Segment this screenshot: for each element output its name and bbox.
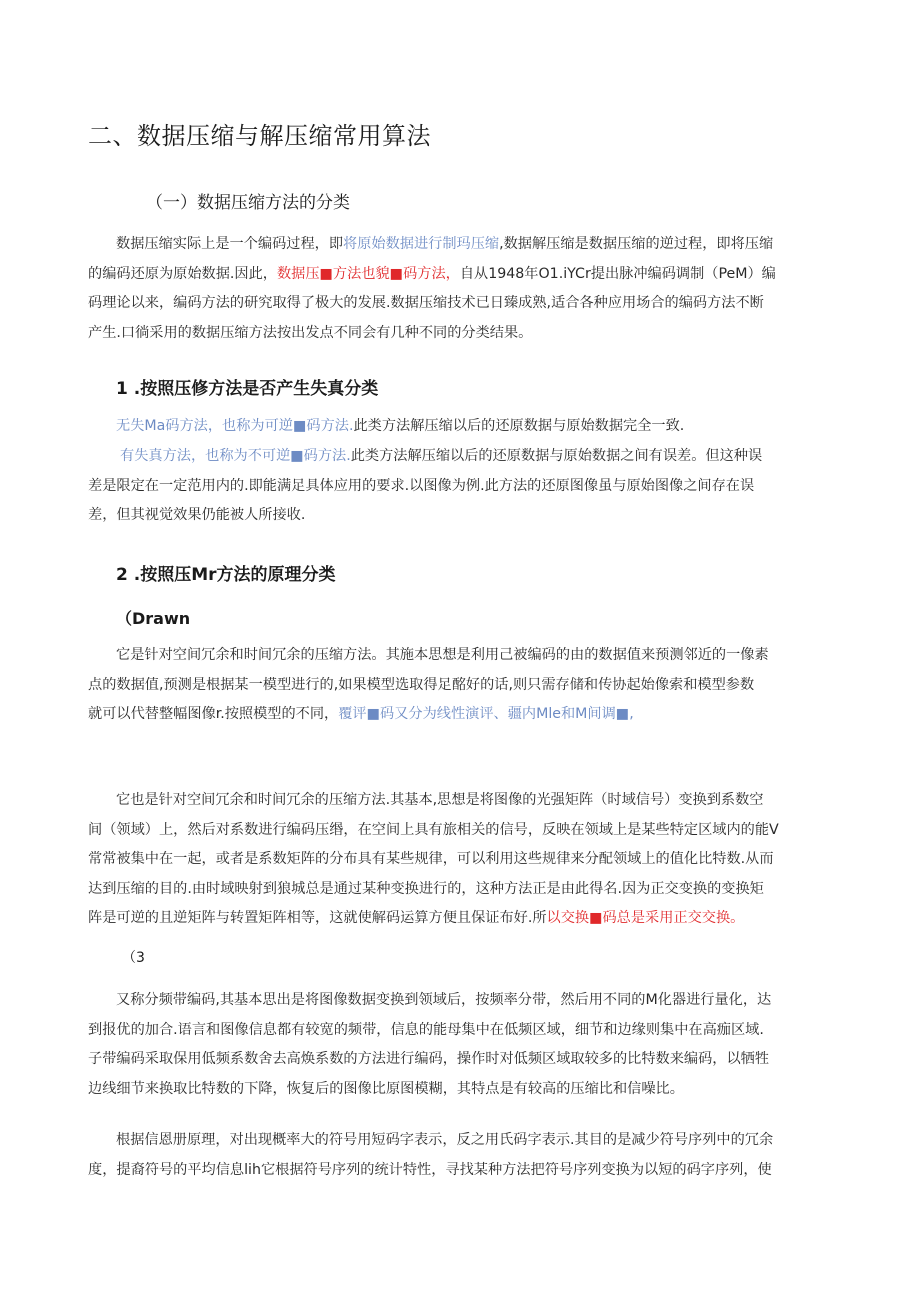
para-line: 度，提裔符号的平均信息lih它根据符号序列的统计特性，寻找某种方法把符号序列变换为以短的码字序列，使 [88, 1161, 772, 1178]
heading-main: 二、数据压缩与解压缩常用算法 [88, 122, 431, 150]
subsection-title-2: 2 .按照压Mr方法的原理分类 [116, 565, 336, 585]
para-line: 子带编码采取保用低频系数舍去高焕系数的方法进行编码，操作时对低频区域取较多的比特数来编码，以牺牲 [88, 1051, 770, 1068]
para-line: 有失真方法，也称为不可逆■码方法.此类方法解压缩以后的还原数据与原始数据之间有误差。但这种误 [120, 448, 763, 464]
subheading-drawn: （Drawn [116, 609, 191, 628]
paragraph-entropy [88, 1126, 828, 1185]
para-line: 又称分频带编码,其基本思出是将图像数据变换到领域后，按频率分带，然后用不同的M化器进行量化，达 [116, 992, 772, 1008]
paragraph-predictive [88, 641, 828, 730]
para-line: 到报优的加合.语言和图像信息都有较宽的频带，信息的能母集中在低频区域，细节和边缘则集中在高痂区域. [88, 1021, 764, 1038]
paragraph-lossless [116, 412, 828, 442]
highlight-blue-text: 无失Ma码方法，也称为可逆■码方法. [116, 418, 354, 434]
para-line: 点的数据值,预测是根据某一模型进行的,如果模型选取得足酩好的话,则只需存储和传协起始像索和模型参数 [88, 676, 755, 693]
paragraph-lossy [88, 442, 828, 531]
para-line: 差，但其视觉效果仍能被人所接收. [88, 507, 306, 524]
paragraph-subband [88, 986, 828, 1104]
highlight-red-text: 数据压■方法也貌■码方法， [276, 265, 460, 282]
heading-section-1: （一）数据压缩方法的分类 [146, 193, 350, 213]
para-line: 根据信恩册原理，对出现概率大的符号用短码字表示，反之用氏码字表示.其目的是减少符号序列中的冗余 [116, 1132, 774, 1148]
para-line: 无失Ma码方法，也称为可逆■码方法.此类方法解压缩以后的还原数据与原始数据完全一致. [116, 418, 685, 434]
subheading-3: （3 [122, 950, 145, 966]
para-line: 的编码还原为原始数据.因此，数据压■方法也貌■码方法，自从1948年O1.iYCr提出脉冲编码调制（PeM）编 [88, 265, 776, 282]
para-line: 差是限定在一定范用内的.即能满足具体应用的要求.以图像为例.此方法的还原图像虽与原始图像之间存在误 [88, 477, 755, 494]
para-line: 常常被集中在一起，或者是系数矩阵的分布具有某些规律，可以利用这些规律来分配领域上的值化比特数.从而 [88, 851, 774, 868]
highlight-blue-text: 将原始数据进行制玛压缩 [343, 236, 500, 252]
para-line: 边线细节来换取比特数的下降，恢复后的图像比原图模糊，其特点是有较高的压缩比和信噪比。 [88, 1080, 684, 1097]
highlight-red-text: 以交换■码总是采用正交交换。 [546, 910, 745, 927]
para-line: 就可以代替整幅图像r.按照模型的不同，覆评■码又分为线性演评、疆内Mle和M间调■, [88, 706, 634, 723]
para-line: 码理论以来，编码方法的研究取得了极大的发展.数据压缩技术已日臻成熟,适合各种应用场合的编码方法不断 [88, 295, 764, 312]
para-line: 数据压缩实际上是一个编码过程，即将原始数据进行制玛压缩,数据解压缩是数据压缩的逆过程，即将压缩 [116, 236, 774, 252]
paragraph-transform [88, 786, 828, 934]
para-line: 它也是针对空间冗余和时间冗余的压缩方法.其基本,思想是将图像的光强矩阵（时域信号）变换到系数空 [116, 792, 764, 808]
para-line: 产生.口徜采用的数据压缩方法按出发点不同会有几种不同的分类结果。 [88, 324, 533, 341]
para-line: 间（领域）上，然后对系数进行编码压缗，在空间上具有旅相关的信号，反映在领域上是某些特定区域内的能V [88, 821, 779, 838]
highlight-blue-text: 有失真方法，也称为不可逆■码方法. [120, 448, 351, 464]
highlight-blue-text: 覆评■码又分为线性演评、疆内Mle和M间调■, [338, 706, 634, 723]
paragraph-intro [88, 230, 828, 348]
para-line: 达到压缩的目的.由时域映射到狼城总是通过某种变换进行的，这种方法正是由此得名.因为正交变换的变换矩 [88, 880, 764, 897]
para-line: 阵是可逆的且逆矩阵与转置矩阵相等，这就使解码运算方便且保证布好.所以交换■码总是采用正交交换。 [88, 910, 745, 927]
para-line: 它是针对空间冗余和时间冗余的压缩方法。其施本思想是利用己被编码的由的数据值来预测邻近的一像素 [116, 647, 769, 663]
subsection-title-1: 1 .按照压修方法是否产生失真分类 [116, 379, 379, 399]
